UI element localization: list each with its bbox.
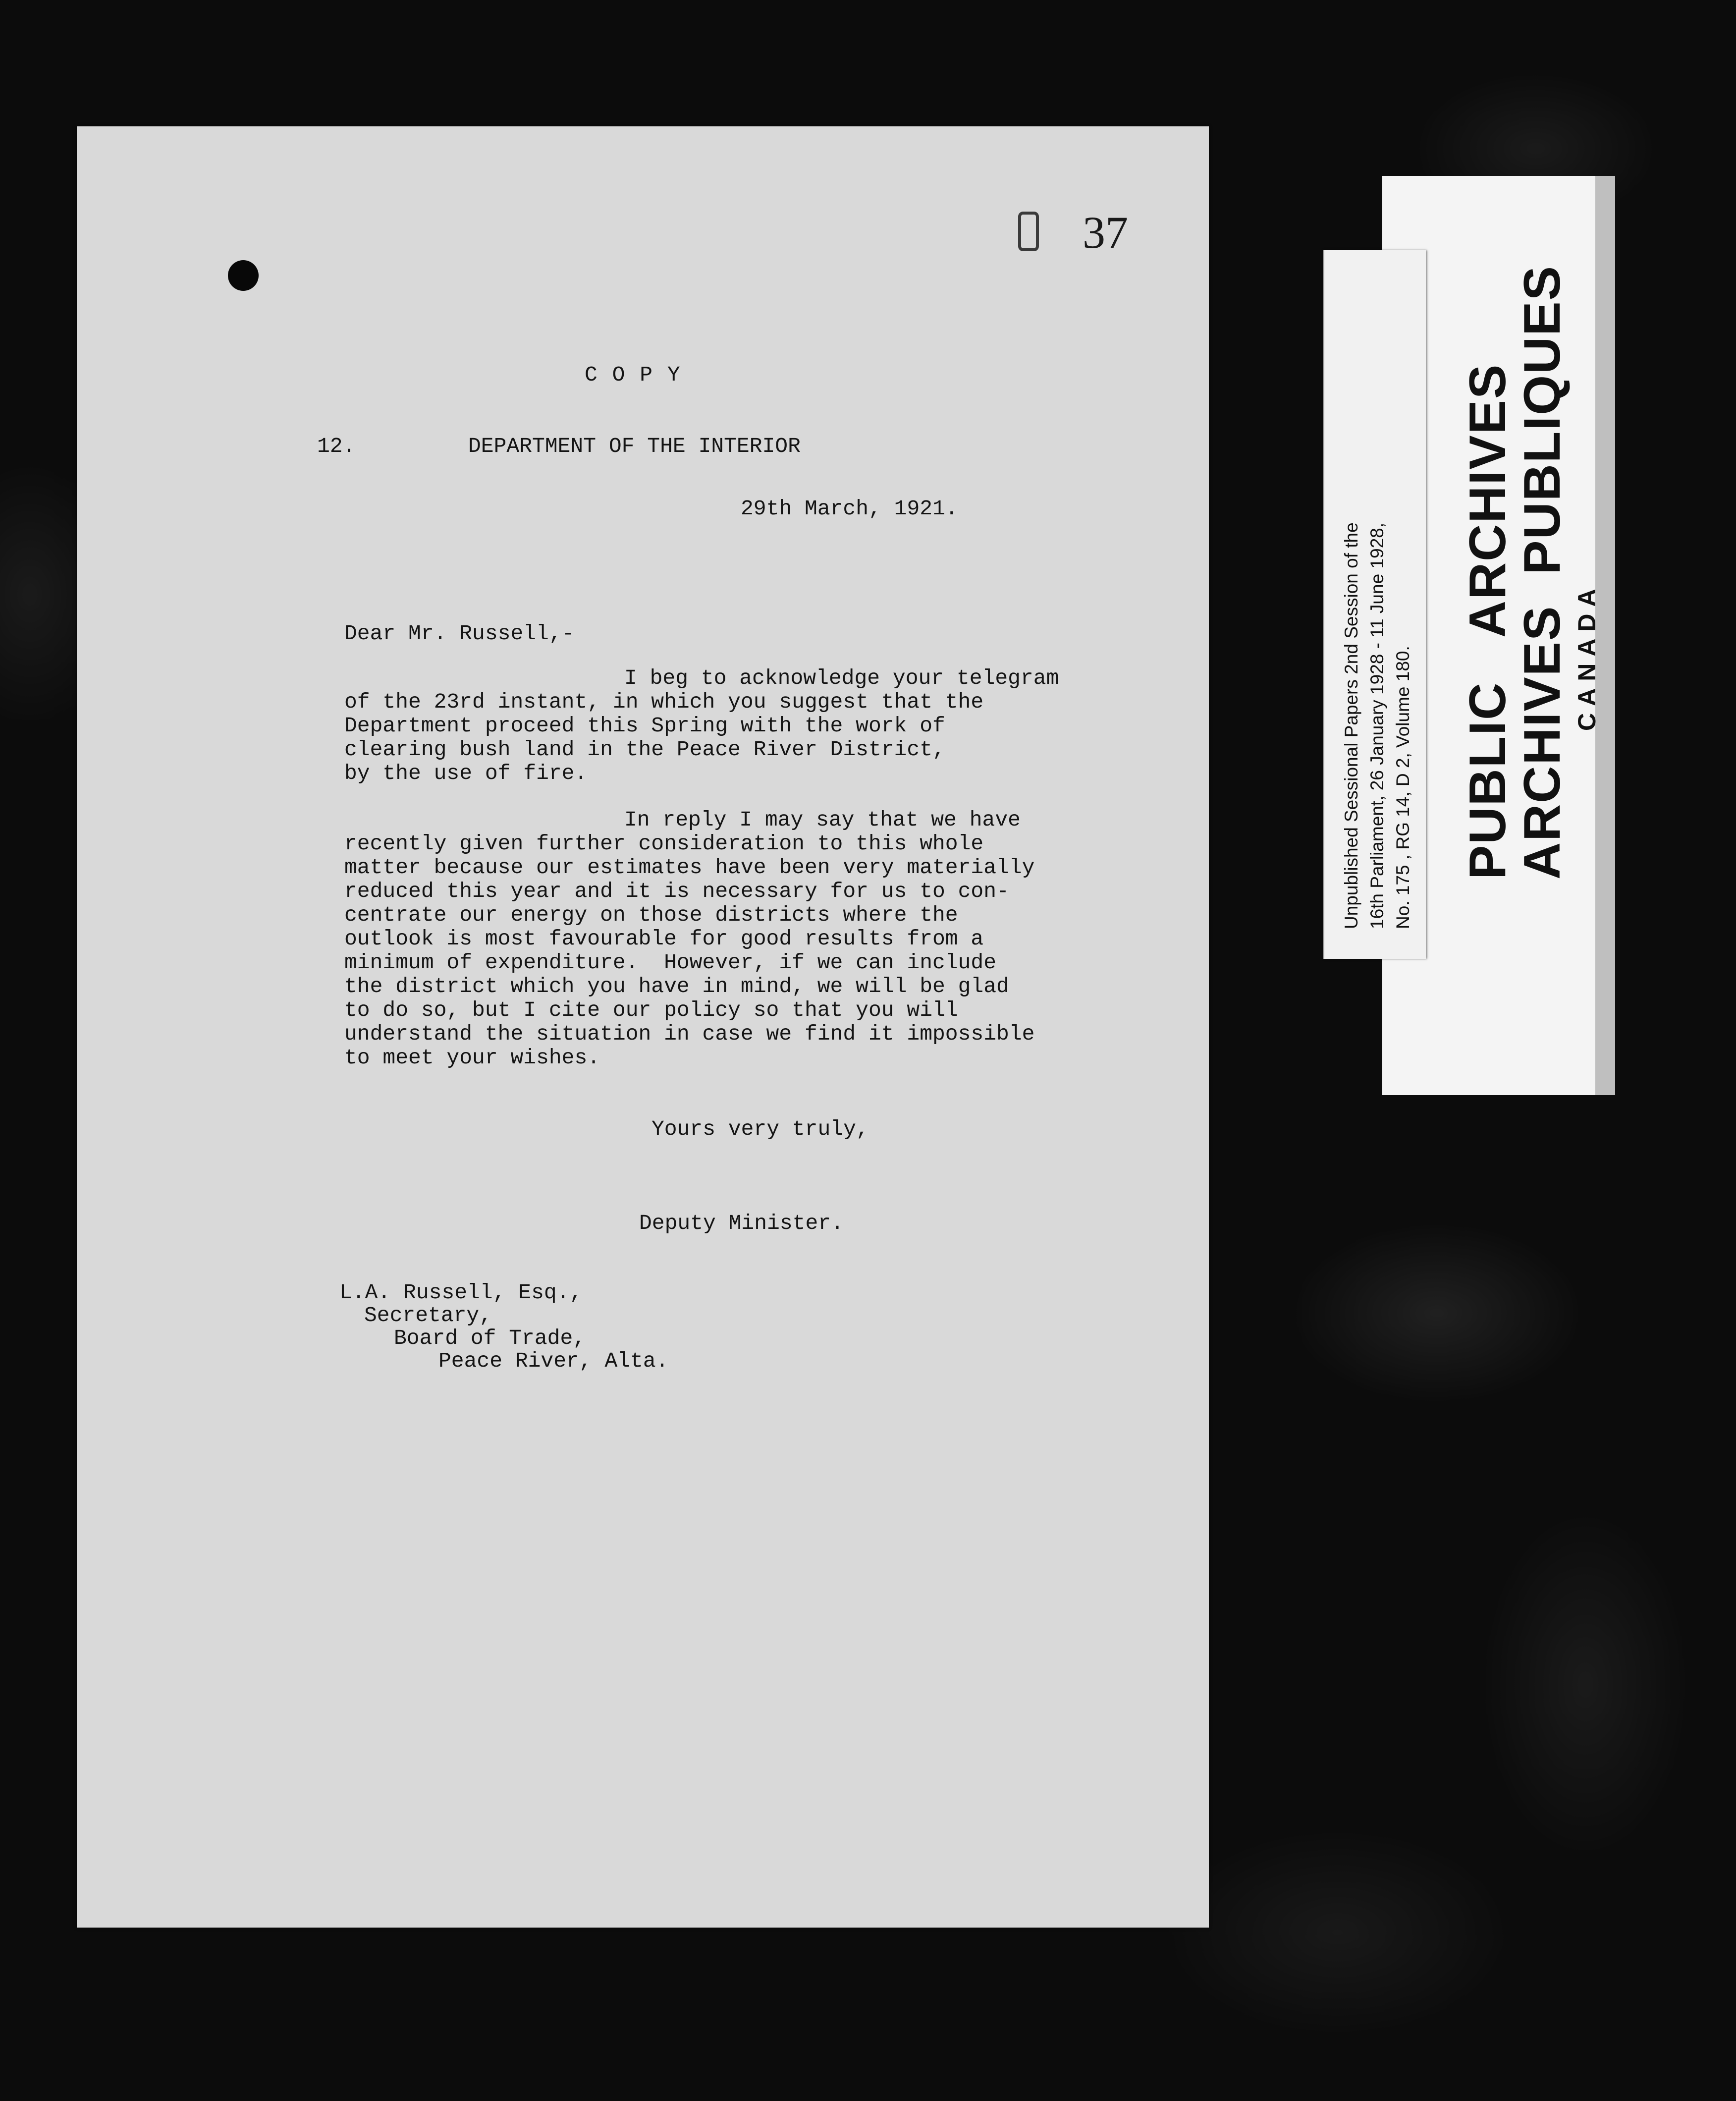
- addressee-line: Secretary,: [364, 1303, 492, 1327]
- paragraph-1-line: clearing bush land in the Peace River District,: [344, 737, 945, 762]
- signature-title: Deputy Minister.: [639, 1211, 844, 1235]
- addressee-line: Board of Trade,: [394, 1326, 586, 1350]
- archive-label-line-2: ARCHIVES PUBLIQUES: [1514, 265, 1571, 880]
- paragraph-2-line: reduced this year and it is necessary for us to con-: [344, 879, 1009, 903]
- paragraph-2-line: to do so, but I cite our policy so that you will: [344, 998, 958, 1022]
- paragraph-1-line: of the 23rd instant, in which you suggest that the: [344, 690, 984, 714]
- salutation: Dear Mr. Russell,-: [344, 621, 575, 646]
- closing: Yours very truly,: [651, 1117, 869, 1141]
- source-reference-slip: [1323, 250, 1426, 959]
- letter-date: 29th March, 1921.: [741, 497, 958, 521]
- paragraph-2-line: understand the situation in case we find it impossible: [344, 1022, 1035, 1046]
- archive-label-line-1: PUBLIC ARCHIVES: [1459, 363, 1517, 880]
- paragraph-2-line: In reply I may say that we have: [624, 808, 1021, 832]
- copy-label: C O P Y: [585, 363, 681, 387]
- paragraph-1-line: Department proceed this Spring with the work of: [344, 714, 945, 738]
- addressee-line: L.A. Russell, Esq.,: [339, 1280, 583, 1305]
- paragraph-2-line: the district which you have in mind, we will be glad: [344, 974, 1009, 998]
- department-heading: DEPARTMENT OF THE INTERIOR: [468, 434, 801, 458]
- source-line: No. 175 , RG 14, D 2, Volume 180.: [1393, 646, 1413, 929]
- paragraph-2-line: outlook is most favourable for good results from a: [344, 927, 984, 951]
- paragraph-1-line: by the use of fire.: [344, 761, 588, 785]
- paragraph-2-line: matter because our estimates have been very materially: [344, 855, 1035, 880]
- paragraph-2-line: minimum of expenditure. However, if we can include: [344, 950, 997, 975]
- archive-stamp-mark: [1018, 212, 1039, 251]
- addressee-line: Peace River, Alta.: [438, 1349, 669, 1373]
- paragraph-2-line: to meet your wishes.: [344, 1046, 600, 1070]
- paragraph-1-line: I beg to acknowledge your telegram: [624, 666, 1059, 690]
- source-line: 16th Parliament, 26 January 1928 - 11 June 1928,: [1367, 522, 1387, 929]
- page-number: 37: [1083, 207, 1128, 258]
- paragraph-2-line: recently given further consideration to this whole: [344, 831, 984, 856]
- source-line: Unpublished Sessional Papers 2nd Session of the: [1341, 522, 1361, 929]
- punch-hole: [228, 260, 259, 291]
- item-number: 12.: [317, 434, 356, 458]
- paragraph-2-line: centrate our energy on those districts where the: [344, 903, 958, 927]
- archive-label-line-3: CANADA: [1573, 582, 1601, 731]
- document-page: [77, 126, 1209, 1928]
